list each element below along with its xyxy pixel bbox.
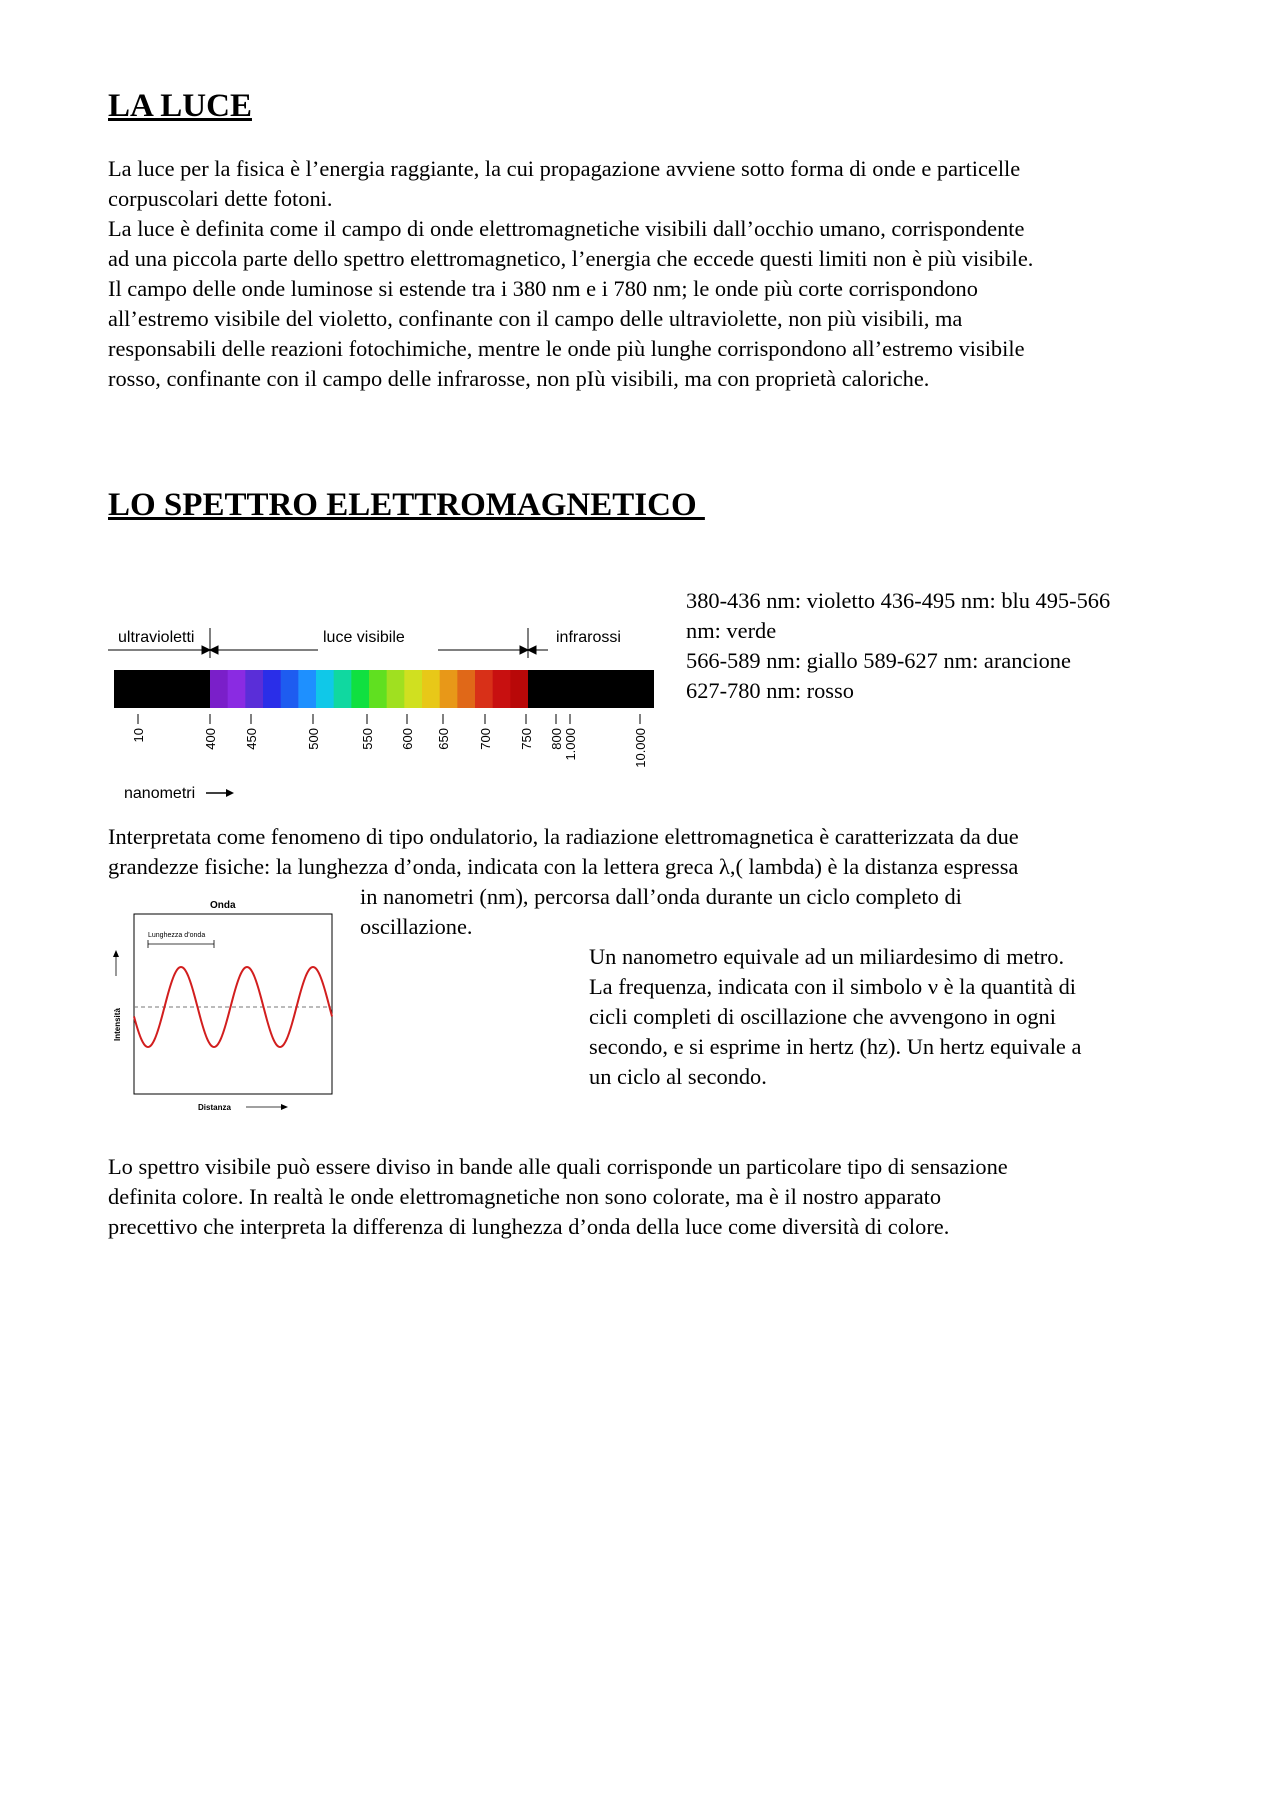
text-line: un ciclo al secondo.	[589, 1064, 767, 1089]
tick-label: 400	[203, 728, 218, 750]
text-line: ad una piccola parte dello spettro elettromagnetico, l’energia che eccede questi limiti non è più visibile.	[108, 246, 1034, 271]
intro-paragraph	[108, 154, 1208, 394]
text-line: all’estremo visibile del violetto, confinante con il campo delle ultraviolette, non più visibili, ma	[108, 306, 963, 331]
tick-label: 1.000	[563, 728, 578, 761]
text-line: rosso, confinante con il campo delle infrarosse, non pIù visibili, ma con proprietà caloriche.	[108, 366, 930, 391]
wave-title: Onda	[210, 900, 236, 911]
tick-label: 10	[131, 728, 146, 743]
text-line: 627-780 nm: rosso	[686, 678, 854, 703]
text-line: La luce è definita come il campo di onde elettromagnetiche visibili dall’occhio umano, corrispondente	[108, 216, 1025, 241]
tick-label: 500	[306, 728, 321, 750]
arrow-right-icon	[246, 1104, 288, 1110]
spectrum-color-band	[422, 670, 440, 708]
spectrum-color-band	[440, 670, 458, 708]
spectrum-color-band	[457, 670, 475, 708]
spectrum-color-band	[263, 670, 281, 708]
text-line: secondo, e si esprime in hertz (hz). Un hertz equivale a	[589, 1034, 1082, 1059]
spectrum-color-band	[369, 670, 387, 708]
arrow-right-icon	[206, 789, 234, 797]
spectrum-color-band	[316, 670, 334, 708]
text-line: responsabili delle reazioni fotochimiche, mentre le onde più lunghe corrispondono all’estremo visibile	[108, 336, 1025, 361]
spectrum-color-band	[351, 670, 369, 708]
spectrum-color-band	[281, 670, 299, 708]
spectrum-color-band	[493, 670, 511, 708]
text-line: precettivo che interpreta la differenza di lunghezza d’onda della luce come diversità di colore.	[108, 1214, 950, 1239]
text-line: La frequenza, indicata con il simbolo ν è la quantità di	[589, 974, 1076, 999]
text-line: corpuscolari dette fotoni.	[108, 186, 333, 211]
section-title-spettro: LO SPETTRO ELETTROMAGNETICO	[108, 487, 705, 523]
interpretation-continuation	[360, 882, 1160, 942]
axis-ticks	[131, 714, 648, 768]
label-luce-visibile: luce visibile	[323, 629, 405, 646]
tick-label: 550	[360, 728, 375, 750]
axis-label-nanometri: nanometri	[124, 785, 196, 802]
text-line: cicli completi di oscillazione che avvengono in ogni	[589, 1004, 1056, 1029]
tick-label: 700	[478, 728, 493, 750]
text-line: Il campo delle onde luminose si estende tra i 380 nm e i 780 nm; le onde più corte corrispondono	[108, 276, 978, 301]
spectrum-figure	[108, 620, 668, 810]
text-line: 380-436 nm: violetto 436-495 nm: blu 495-566	[686, 588, 1111, 613]
tick-label: 10.000	[633, 728, 648, 768]
tick-label: 450	[244, 728, 259, 750]
wave-frame	[134, 914, 332, 1094]
spectrum-color-band	[510, 670, 528, 708]
label-ultravioletti: ultravioletti	[118, 629, 195, 646]
text-line: La luce per la fisica è l’energia raggiante, la cui propagazione avviene sotto forma di onde e particelle	[108, 156, 1021, 181]
text-line: Lo spettro visibile può essere diviso in bande alle quali corrisponde un particolare tipo di sensazione	[108, 1154, 1008, 1179]
uv-band	[114, 670, 210, 708]
tick-label: 800	[549, 728, 564, 750]
tick-label: 650	[436, 728, 451, 750]
text-line: oscillazione.	[360, 914, 473, 939]
tick-label: 750	[519, 728, 534, 750]
text-line: Un nanometro equivale ad un miliardesimo di metro.	[589, 944, 1065, 969]
color-bands-paragraph	[108, 1152, 1208, 1242]
wavelength-ranges	[686, 586, 1186, 706]
text-line: Interpretata come fenomeno di tipo ondulatorio, la radiazione elettromagnetica è caratterizzata da due	[108, 824, 1019, 849]
wave-figure	[108, 896, 348, 1116]
text-line: grandezze fisiche: la lunghezza d’onda, indicata con la lettera greca λ,( lambda) è la distanza espressa	[108, 854, 1019, 879]
spectrum-color-band	[334, 670, 352, 708]
spectrum-color-band	[475, 670, 493, 708]
x-axis-label: Distanza	[198, 1103, 231, 1112]
spectrum-color-band	[245, 670, 263, 708]
wavelength-marker	[148, 940, 214, 948]
text-line: in nanometri (nm), percorsa dall’onda durante un ciclo completo di	[360, 884, 962, 909]
tick-label: 600	[400, 728, 415, 750]
label-infrarossi: infrarossi	[556, 629, 621, 646]
text-line: nm: verde	[686, 618, 777, 643]
y-axis-label: Intensità	[113, 1008, 122, 1041]
arrow-up-icon	[113, 950, 119, 976]
spectrum-color-band	[210, 670, 228, 708]
section-title-luce: LA LUCE	[108, 88, 252, 124]
visible-bands	[210, 670, 529, 708]
text-line: 566-589 nm: giallo 589-627 nm: arancione	[686, 648, 1071, 673]
spectrum-color-band	[404, 670, 422, 708]
spectrum-color-band	[298, 670, 316, 708]
wavelength-label: Lunghezza d’onda	[148, 932, 206, 939]
spectrum-color-band	[228, 670, 246, 708]
text-line: definita colore. In realtà le onde elettromagnetiche non sono colorate, ma è il nostro apparato	[108, 1184, 942, 1209]
interpretation-paragraph	[108, 822, 1208, 882]
ir-band	[528, 670, 654, 708]
spectrum-color-band	[387, 670, 405, 708]
nanometer-frequency-paragraph	[589, 942, 1189, 1092]
